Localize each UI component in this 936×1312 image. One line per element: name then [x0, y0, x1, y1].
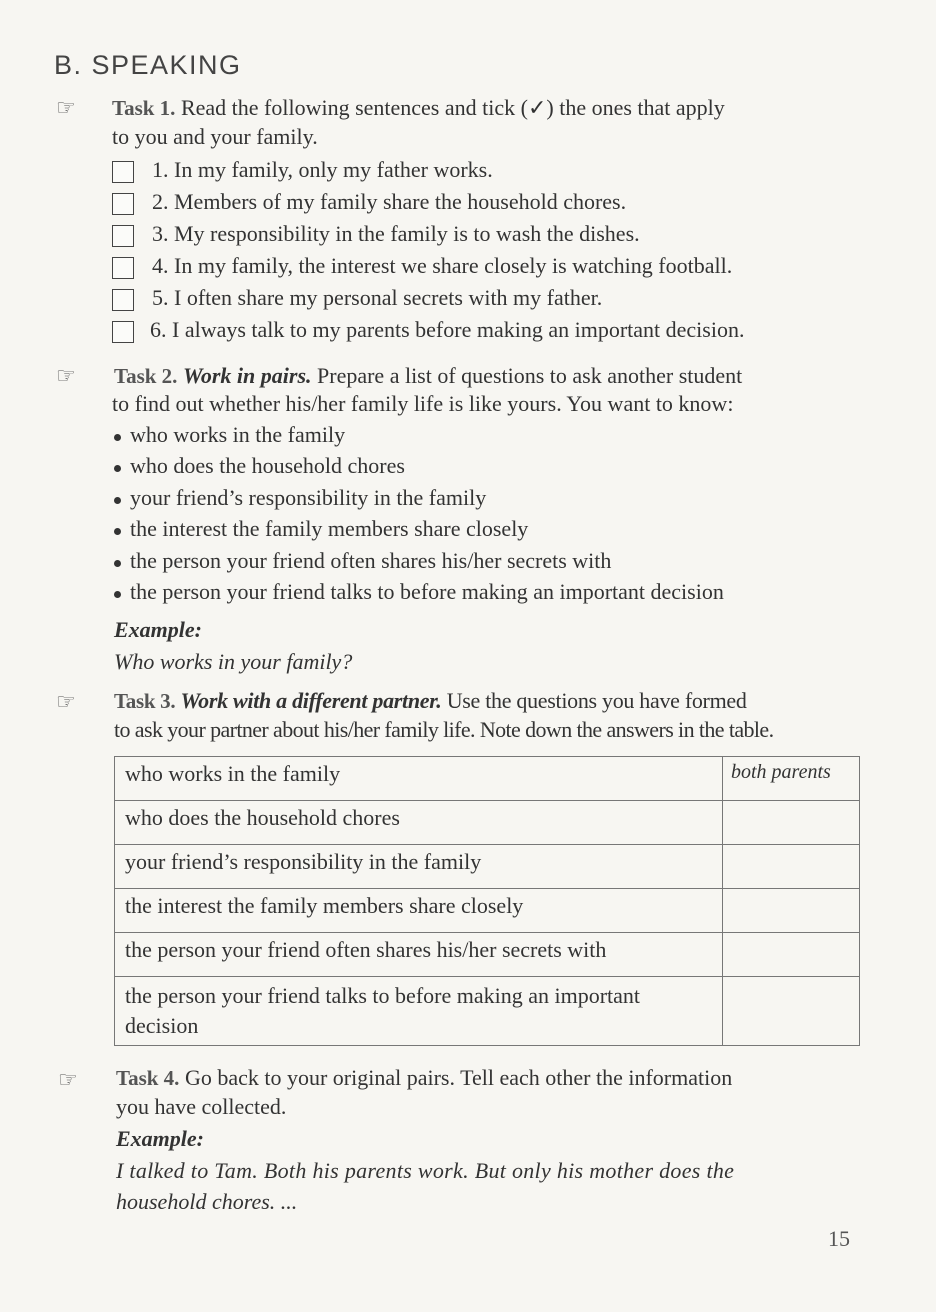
- task1-item-6: 6. I always talk to my parents before making an important decision.: [150, 317, 745, 342]
- task1-heading: [112, 92, 725, 124]
- section-title: B. SPEAKING: [54, 50, 242, 80]
- task2-example-text: Who works in your family?: [114, 649, 353, 674]
- table-row: [115, 801, 860, 845]
- task3-instruction-line1: Use the questions you have formed: [446, 688, 747, 713]
- table-row: [115, 933, 860, 977]
- task2-bullet-1: who works in the family: [130, 422, 346, 447]
- task1-checkbox-6[interactable]: [112, 321, 134, 343]
- bullet-icon: [114, 560, 121, 567]
- table-row: [115, 889, 860, 933]
- table-question-cell: who works in the family: [115, 757, 723, 801]
- table-row: [115, 977, 860, 1046]
- pointing-hand-icon: ☞: [56, 96, 76, 121]
- task2-instruction-line2: to find out whether his/her family life is like yours. You want to know:: [112, 391, 734, 416]
- task2-bullet-5: the person your friend often shares his/her secrets with: [130, 548, 612, 573]
- task4-label: Task 4.: [116, 1066, 180, 1090]
- task3-instruction-line2: to ask your partner about his/her family life. Note down the answers in the table.: [114, 717, 774, 742]
- table-answer-cell[interactable]: [723, 845, 860, 889]
- task1-instruction-line2: to you and your family.: [112, 124, 318, 149]
- task2-bullet-3: your friend’s responsibility in the family: [130, 485, 487, 510]
- table-answer-cell[interactable]: [723, 801, 860, 845]
- task2-heading: [114, 360, 742, 392]
- task2-bullet-4: the interest the family members share closely: [130, 516, 529, 541]
- task2-instruction-line1: Prepare a list of questions to ask another student: [317, 363, 743, 388]
- bullet-icon: [114, 591, 121, 598]
- task1-checkbox-4[interactable]: [112, 257, 134, 279]
- task3-label: Task 3.: [114, 689, 176, 713]
- bullet-icon: [114, 528, 121, 535]
- table-question-cell: the person your friend often shares his/her secrets with: [115, 933, 723, 977]
- table-question-cell: the person your friend talks to before making an important decision: [115, 977, 723, 1046]
- task1-checkbox-5[interactable]: [112, 289, 134, 311]
- bullet-icon: [114, 497, 121, 504]
- task2-bullet-6: the person your friend talks to before making an important decision: [130, 579, 724, 604]
- task4-instruction-line2: you have collected.: [116, 1094, 287, 1119]
- task1-checkbox-2[interactable]: [112, 193, 134, 215]
- task1-item-5: 5. I often share my personal secrets with my father.: [152, 285, 603, 310]
- table-answer-cell[interactable]: [723, 933, 860, 977]
- task2-example-label: Example:: [114, 617, 202, 642]
- pointing-hand-icon: ☞: [56, 364, 76, 389]
- task4-example-label: Example:: [116, 1126, 204, 1151]
- bullet-icon: [114, 465, 121, 472]
- task4-instruction-line1: Go back to your original pairs. Tell each other the information: [184, 1065, 733, 1090]
- pointing-hand-icon: ☞: [58, 1068, 78, 1093]
- table-question-cell: who does the household chores: [115, 801, 723, 845]
- task1-item-3: 3. My responsibility in the family is to wash the dishes.: [152, 221, 640, 246]
- task3-emphasis: Work with a different partner.: [180, 688, 442, 713]
- task2-label: Task 2.: [114, 364, 178, 388]
- task1-label: Task 1.: [112, 96, 176, 120]
- task1-item-1: 1. In my family, only my father works.: [152, 157, 493, 182]
- task1-checkbox-3[interactable]: [112, 225, 134, 247]
- task4-example-line2: household chores. ...: [116, 1189, 298, 1214]
- pointing-hand-icon: ☞: [56, 690, 76, 715]
- table-answer-cell[interactable]: [723, 977, 860, 1046]
- task4-heading: [116, 1062, 732, 1094]
- task1-checkbox-1[interactable]: [112, 161, 134, 183]
- task1-item-4: 4. In my family, the interest we share closely is watching football.: [152, 253, 733, 278]
- table-question-cell: the interest the family members share closely: [115, 889, 723, 933]
- task4-example-line1: I talked to Tam. Both his parents work. But only his mother does the: [116, 1158, 735, 1183]
- task3-heading: [114, 685, 747, 717]
- table-answer-cell[interactable]: [723, 889, 860, 933]
- table-answer-cell[interactable]: both parents: [723, 757, 860, 801]
- answers-table: [114, 756, 860, 1046]
- task2-bullet-2: who does the household chores: [130, 453, 405, 478]
- table-question-cell: your friend’s responsibility in the family: [115, 845, 723, 889]
- task2-emphasis: Work in pairs.: [182, 363, 312, 388]
- task1-instruction-line1: Read the following sentences and tick (✓) the ones that apply: [180, 95, 725, 120]
- page-number: 15: [828, 1226, 850, 1251]
- table-row: [115, 845, 860, 889]
- table-row: [115, 757, 860, 801]
- bullet-icon: [114, 434, 121, 441]
- task1-item-2: 2. Members of my family share the household chores.: [152, 189, 627, 214]
